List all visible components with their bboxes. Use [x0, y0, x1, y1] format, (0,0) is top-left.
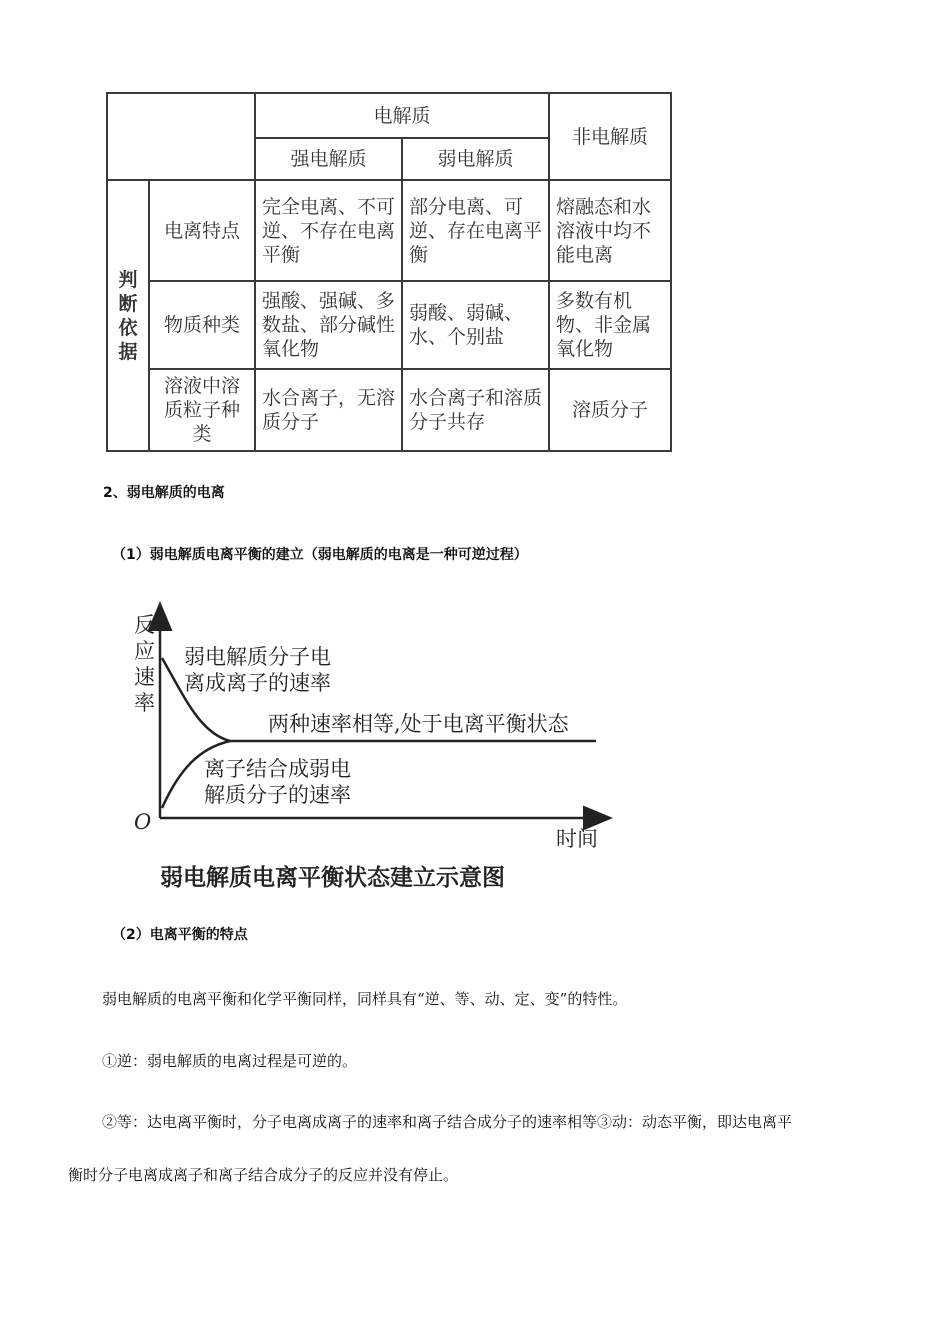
cell-strong: 强酸、强碱、多数盐、部分碱性氧化物: [255, 281, 402, 369]
basis-char: 断: [118, 292, 138, 315]
table-row: [107, 369, 671, 451]
paragraph: 衡时分子电离成离子和离子结合成分子的反应并没有停止。: [68, 1166, 459, 1184]
y-axis-char: 反: [134, 613, 155, 637]
basis-char: 判: [118, 268, 138, 291]
y-axis-char: 应: [134, 639, 155, 663]
cell-non: 熔融态和水溶液中均不能电离: [549, 180, 671, 281]
header-non-electrolyte: 非电解质: [549, 93, 671, 180]
y-axis-char: 率: [134, 691, 155, 715]
table-corner-cell: [107, 93, 255, 180]
paragraph: ①逆：弱电解质的电离过程是可逆的。: [102, 1052, 358, 1070]
table-row: [107, 281, 671, 369]
cell-non: 多数有机物、非金属氧化物: [549, 281, 671, 369]
header-strong-electrolyte: 强电解质: [255, 138, 402, 180]
row-label: 物质种类: [149, 281, 255, 369]
cell-weak: 部分电离、可逆、存在电离平衡: [402, 180, 549, 281]
basis-label: [107, 180, 149, 451]
paragraph: 弱电解质的电离平衡和化学平衡同样，同样具有“逆、等、动、定、变”的特性。: [102, 990, 628, 1008]
cell-strong: 水合离子，无溶质分子: [255, 369, 402, 451]
origin-label: O: [134, 810, 152, 834]
cell-weak: 水合离子和溶质分子共存: [402, 369, 549, 451]
paragraph: ②等：达电离平衡时，分子电离成离子的速率和离子结合成分子的速率相等③动：动态平衡，即达电离平: [102, 1113, 793, 1131]
header-weak-electrolyte: 弱电解质: [402, 138, 549, 180]
forward-rate-label: 弱电解质分子电: [184, 645, 331, 669]
basis-char: 依: [118, 316, 138, 339]
basis-char: 据: [118, 340, 138, 363]
subsection-heading: （1）弱电解质电离平衡的建立（弱电解质的电离是一种可逆过程）: [112, 547, 528, 563]
x-axis-label: 时间: [556, 827, 598, 851]
row-label: 溶液中溶质粒子种类: [149, 369, 255, 451]
header-electrolyte: 电解质: [255, 93, 549, 138]
cell-non: 溶质分子: [549, 369, 671, 451]
y-axis-char: 速: [134, 665, 155, 689]
subsection-heading: （2）电离平衡的特点: [112, 927, 248, 943]
table-row: [107, 180, 671, 281]
equilibrium-label: 两种速率相等,处于电离平衡状态: [268, 712, 569, 736]
figure-caption: 弱电解质电离平衡状态建立示意图: [160, 864, 505, 891]
ionization-equilibrium-figure: [100, 598, 620, 898]
forward-rate-label: 离成离子的速率: [184, 671, 331, 695]
reverse-rate-label: 离子结合成弱电: [204, 757, 351, 781]
cell-weak: 弱酸、弱碱、水、个别盐: [402, 281, 549, 369]
electrolyte-comparison-table: [106, 92, 672, 452]
reverse-rate-label: 解质分子的速率: [204, 783, 351, 807]
cell-strong: 完全电离、不可逆、不存在电离平衡: [255, 180, 402, 281]
row-label: 电离特点: [149, 180, 255, 281]
section-heading: 2、弱电解质的电离: [103, 485, 225, 501]
